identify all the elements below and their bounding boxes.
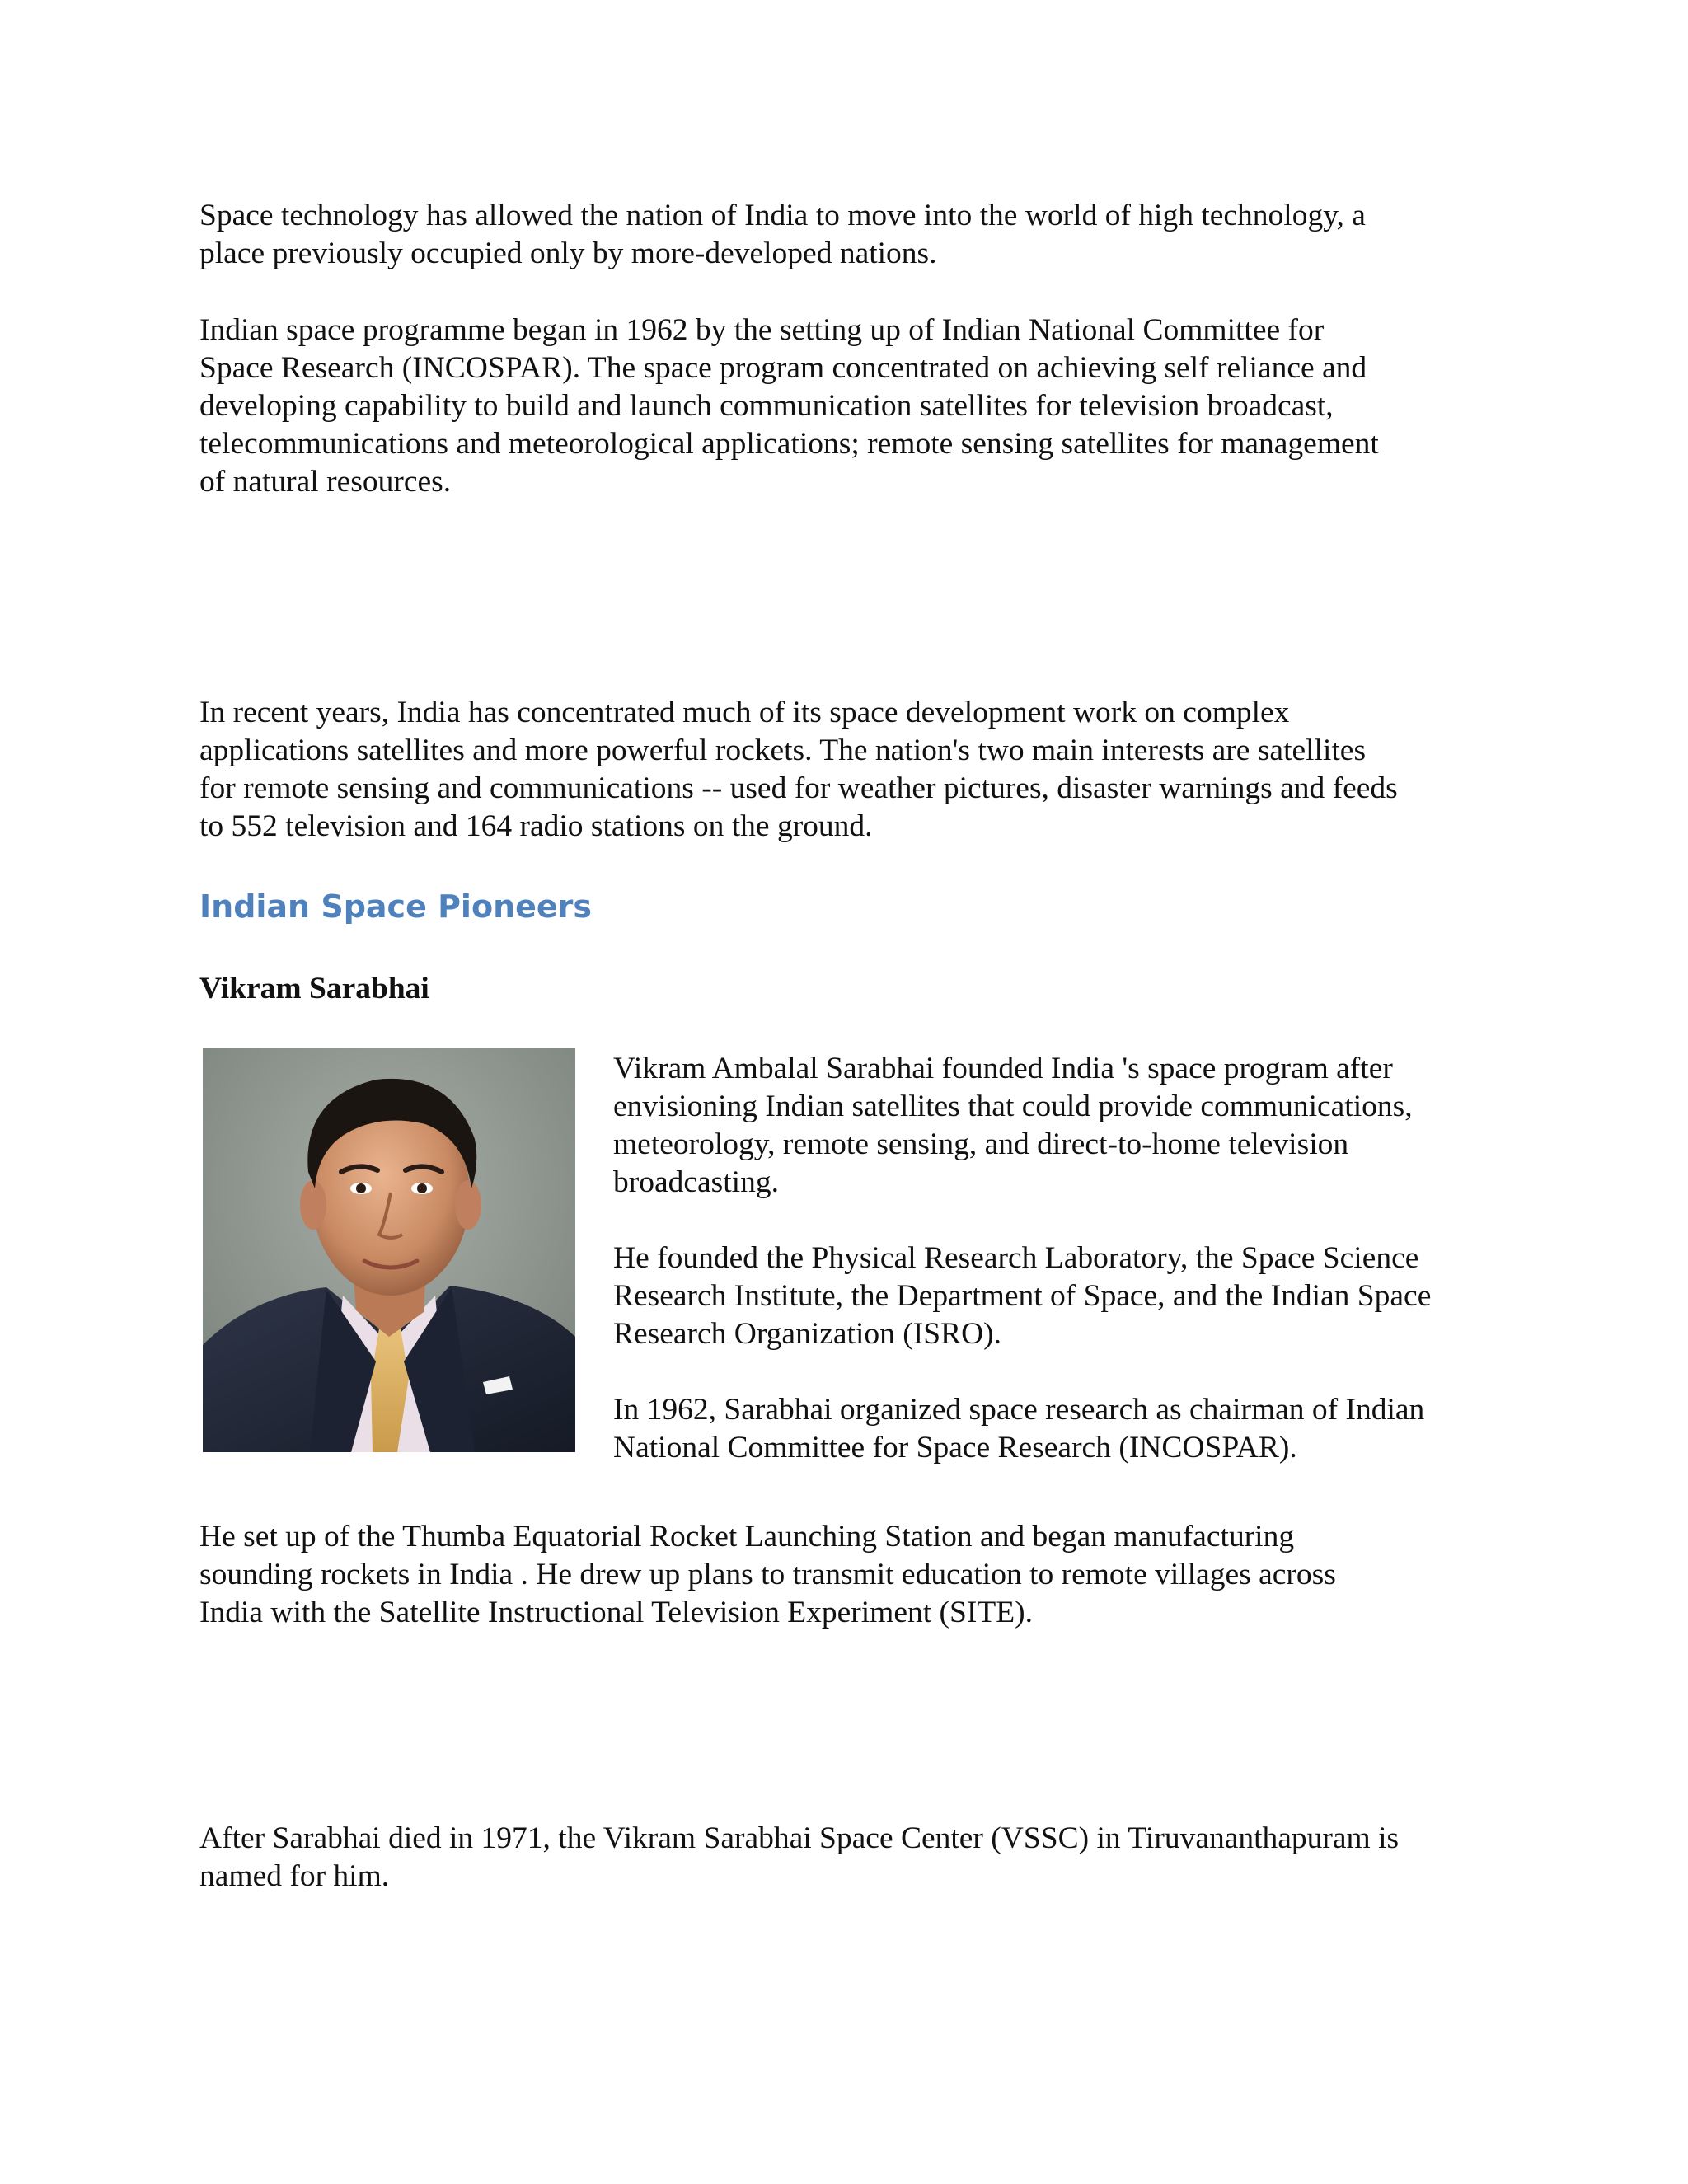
bio-paragraph (613, 1240, 1512, 1353)
text-line: to 552 television and 164 radio stations on the ground. (199, 809, 873, 843)
text-line: Research Institute, the Department of Space, and the Indian Space (613, 1279, 1432, 1313)
portrait-photo (203, 1048, 575, 1452)
text-line: Vikram Ambalal Sarabhai founded India 's space program after (613, 1052, 1393, 1085)
thumba-paragraph (199, 1518, 1502, 1632)
recent-years-paragraph (199, 694, 1502, 846)
text-line: of natural resources. (199, 465, 452, 499)
text-line: place previously occupied only by more-developed nations. (199, 237, 937, 270)
text-line: He set up of the Thumba Equatorial Rocket Launching Station and began manufacturing (199, 1520, 1295, 1554)
text-line: applications satellites and more powerful rockets. The nation's two main interests are satellites (199, 733, 1367, 767)
text-line: sounding rockets in India . He drew up plans to transmit education to remote villages across (199, 1558, 1336, 1591)
text-line: broadcasting. (613, 1165, 779, 1199)
text-line: for remote sensing and communications -- used for weather pictures, disaster warnings and feeds (199, 771, 1398, 805)
text-line: India with the Satellite Instructional Television Experiment (SITE). (199, 1596, 1034, 1629)
text-line: He founded the Physical Research Laboratory, the Space Science (613, 1241, 1419, 1275)
pioneer-name: Vikram Sarabhai (199, 972, 429, 1005)
text-line: In 1962, Sarabhai organized space research as chairman of Indian (613, 1393, 1425, 1427)
intro-paragraph (199, 197, 1502, 273)
text-line: After Sarabhai died in 1971, the Vikram Sarabhai Space Center (VSSC) in Tiruvananthapuram is (199, 1821, 1400, 1855)
bio-paragraph (613, 1050, 1512, 1202)
text-line: Research Organization (ISRO). (613, 1317, 1002, 1351)
text-line: National Committee for Space Research (INCOSPAR). (613, 1431, 1297, 1465)
text-line: telecommunications and meteorological applications; remote sensing satellites for management (199, 427, 1379, 461)
bio-paragraph (613, 1391, 1512, 1467)
programme-paragraph (199, 312, 1502, 501)
pioneer-bio (613, 1050, 1512, 1467)
text-line: Space technology has allowed the nation of India to move into the world of high technology, a (199, 199, 1366, 232)
text-line: named for him. (199, 1859, 390, 1893)
text-line: envisioning Indian satellites that could provide communications, (613, 1090, 1413, 1123)
text-line: meteorology, remote sensing, and direct-to-home television (613, 1127, 1349, 1161)
text-line: In recent years, India has concentrated much of its space development work on complex (199, 696, 1290, 729)
text-line: developing capability to build and launch communication satellites for television broadcast, (199, 389, 1334, 423)
section-heading: Indian Space Pioneers (199, 888, 593, 925)
legacy-paragraph (199, 1820, 1502, 1896)
text-line: Indian space programme began in 1962 by the setting up of Indian National Committee for (199, 313, 1325, 347)
text-line: Space Research (INCOSPAR). The space program concentrated on achieving self reliance and (199, 351, 1367, 385)
